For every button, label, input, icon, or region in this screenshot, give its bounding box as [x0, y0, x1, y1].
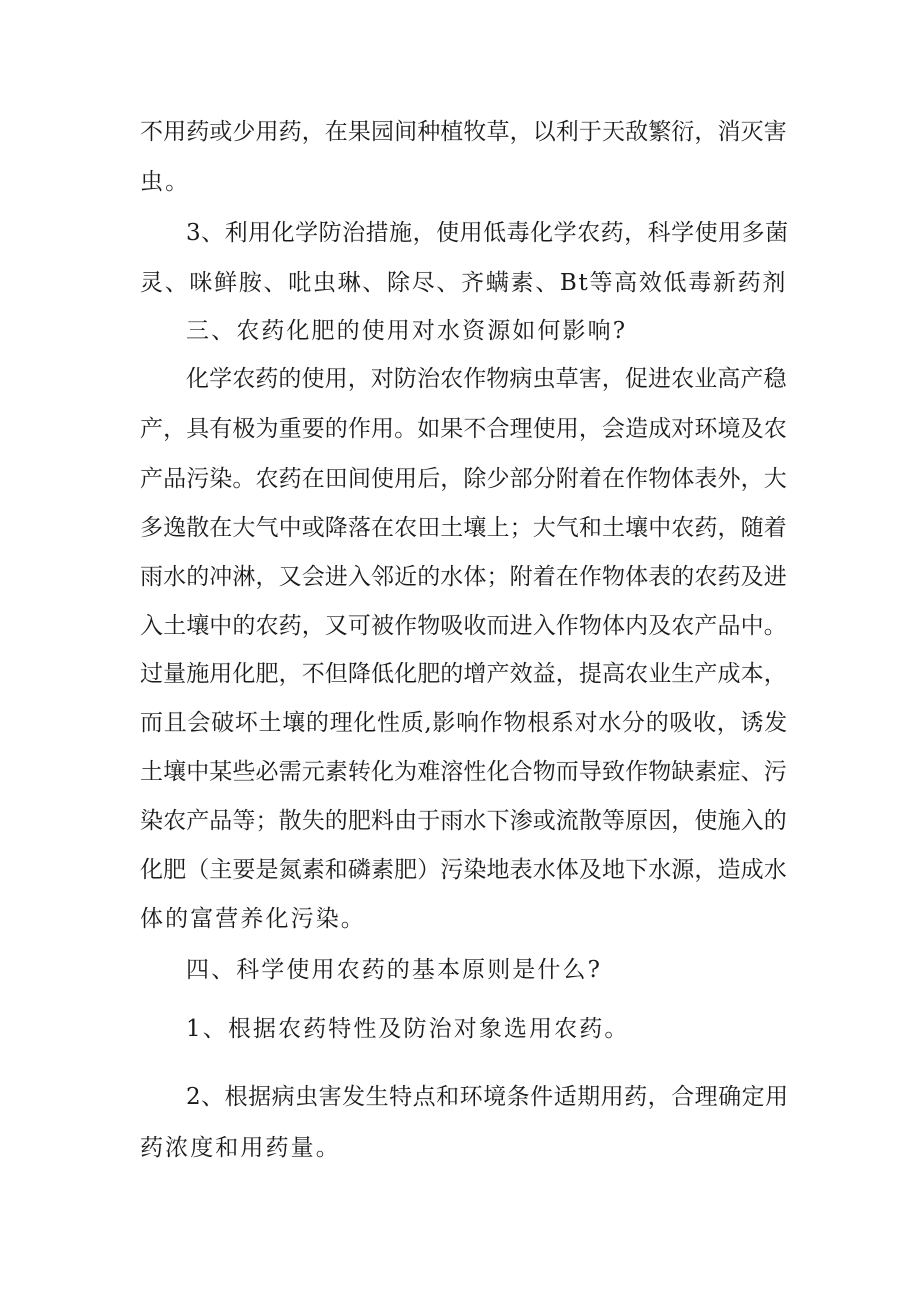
paragraph-line: 药浓度和用药量。: [140, 1135, 341, 1161]
paragraph-line: 化肥（主要是氮素和磷素肥）污染地表水体及地下水源，造成水: [140, 857, 787, 883]
paragraph-line: 3、利用化学防治措施，使用低毒化学农药，科学使用多菌: [186, 220, 789, 246]
paragraph-line: 体的富营养化污染。: [140, 906, 366, 932]
section-heading: 三、农药化肥的使用对水资源如何影响?: [186, 318, 628, 344]
paragraph-line: 化学农药的使用，对防治农作物病虫草害，促进农业高产稳: [186, 366, 787, 392]
paragraph-line: 雨水的冲淋，又会进入邻近的水体；附着在作物体表的农药及进: [140, 564, 787, 590]
paragraph-line: 而且会破坏土壤的理化性质,影响作物根系对水分的吸收，诱发: [140, 710, 788, 736]
paragraph-line: 2、根据病虫害发生特点和环境条件适期用药，合理确定用: [186, 1084, 789, 1110]
paragraph-line: 1、根据农药特性及防治对象选用农药。: [186, 1016, 630, 1042]
paragraph-line: 产，具有极为重要的作用。如果不合理使用，会造成对环境及农: [140, 416, 787, 442]
paragraph-line: 虫。: [140, 169, 191, 195]
paragraph-line: 不用药或少用药，在果园间种植牧草，以利于天敌繁衍，消灭害: [140, 119, 787, 145]
section-heading: 四、科学使用农药的基本原则是什么?: [186, 957, 603, 983]
paragraph-line: 入土壤中的农药，又可被作物吸收而进入作物体内及农产品中。: [140, 613, 787, 639]
paragraph-line: 产品污染。农药在田间使用后，除少部分附着在作物体表外，大: [140, 466, 787, 492]
paragraph-line: 灵、咪鲜胺、吡虫琳、除尽、齐螨素、Bt等高效低毒新药剂: [140, 270, 788, 296]
paragraph-line: 染农产品等；散失的肥料由于雨水下渗或流散等原因，使施入的: [140, 808, 787, 834]
paragraph-line: 土壤中某些必需元素转化为难溶性化合物而导致作物缺素症、污: [140, 759, 787, 785]
paragraph-line: 过量施用化肥，不但降低化肥的增产效益，提高农业生产成本，: [140, 661, 787, 687]
paragraph-line: 多逸散在大气中或降落在农田土壤上；大气和土壤中农药，随着: [140, 515, 787, 541]
